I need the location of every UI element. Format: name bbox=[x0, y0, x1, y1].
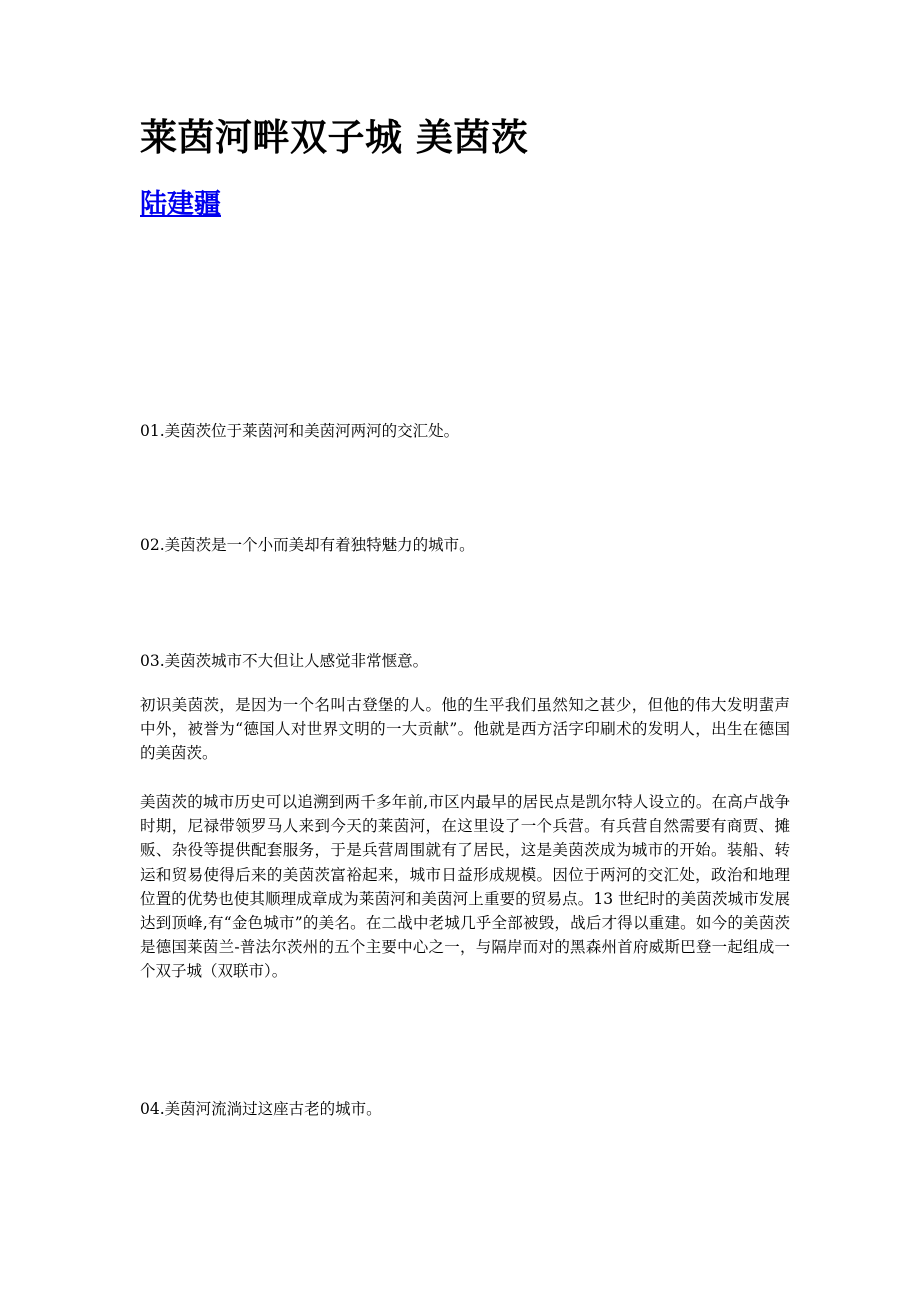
paragraph-intro: 初识美茵茨，是因为一个名叫古登堡的人。他的生平我们虽然知之甚少，但他的伟大发明蜚声中外，被誉为“德国人对世界文明的一大贡献”。他就是西方活字印刷术的发明人，出生在德国的美茵茨。 bbox=[140, 696, 790, 763]
photo-caption-4: 04.美茵河流淌过这座古老的城市。 bbox=[140, 1100, 382, 1118]
article-title: 莱茵河畔双子城 美茵茨 bbox=[140, 116, 529, 159]
paragraph-history: 美茵茨的城市历史可以追溯到两千多年前,市区内最早的居民点是凯尔特人设立的。在高卢战争时期，尼禄带领罗马人来到今天的莱茵河，在这里设了一个兵营。有兵营自然需要有商贾、摊贩、杂役等提供配套服务，于是兵营周围就有了居民，这是美茵茨成为城市的开始。装船、转运和贸易使得后来的美茵茨富裕起来，城市日益形成规模。因位于两河的交汇处，政治和地理位置的优势也使其顺理成章成为莱茵河和美茵河上重要的贸易点。13 世纪时的美茵茨城市发展达到顶峰,有“金色城市”的美名。在二战中老城几乎全部被毁，战后才得以重建。如今的美茵茨是德国莱茵兰-普法尔茨州的五个主要中心之一，与隔岸而对的黑森州首府威斯巴登一起组成一个双子城（双联市）。 bbox=[140, 793, 790, 981]
photo-caption-2: 02.美茵茨是一个小而美却有着独特魅力的城市。 bbox=[140, 536, 475, 554]
author-link[interactable]: 陆建疆 bbox=[140, 189, 221, 220]
photo-caption-1: 01.美茵茨位于莱茵河和美茵河两河的交汇处。 bbox=[140, 422, 460, 440]
photo-caption-3: 03.美茵茨城市不大但让人感觉非常惬意。 bbox=[140, 652, 429, 670]
